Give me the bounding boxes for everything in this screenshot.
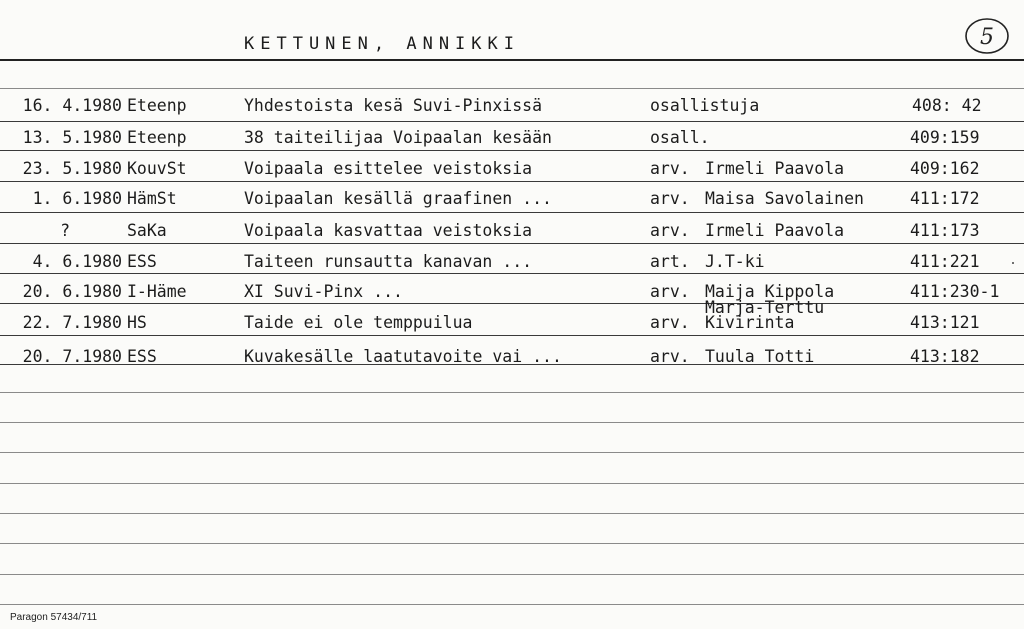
entry-title: Voipaala esittelee veistoksia <box>244 159 533 178</box>
ruled-line <box>0 243 1024 244</box>
entry-row <box>0 159 1024 189</box>
ruled-line <box>0 364 1024 365</box>
entry-date: 16. 4.1980 <box>22 96 122 115</box>
entry-ref: 408: 42 <box>912 96 982 115</box>
entry-role: osall. <box>650 128 710 147</box>
entry-ref: 409:162 <box>910 159 980 178</box>
ink-speck <box>1012 262 1014 264</box>
ruled-line <box>0 543 1024 544</box>
entry-date: 13. 5.1980 <box>22 128 122 147</box>
entry-role: arv. <box>650 159 690 178</box>
entry-row <box>0 128 1024 158</box>
card-title: KETTUNEN, ANNIKKI <box>244 34 520 54</box>
entry-date: ? <box>60 221 70 240</box>
entry-date: 22. 7.1980 <box>22 313 122 332</box>
entry-ref: 409:159 <box>910 128 980 147</box>
entry-ref: 411:221 <box>910 252 980 271</box>
entry-source: ESS <box>127 347 157 366</box>
card-footer: Paragon 57434/711 <box>10 612 98 623</box>
entry-ref: 413:182 <box>910 347 980 366</box>
ruled-line <box>0 335 1024 336</box>
entry-role: arv. <box>650 189 690 208</box>
entry-source: HämSt <box>127 189 177 208</box>
ruled-line <box>0 273 1024 274</box>
card-number-text: 5 <box>980 25 994 50</box>
entry-ref: 411:230-1 <box>910 282 1000 301</box>
entry-source: SaKa <box>127 221 167 240</box>
entry-source: HS <box>127 313 147 332</box>
ruled-line <box>0 422 1024 423</box>
entry-author: Irmeli Paavola <box>705 159 845 178</box>
ruled-line <box>0 303 1024 304</box>
entry-author-line2: Kivirinta <box>705 313 795 332</box>
entry-source: KouvSt <box>127 159 187 178</box>
entry-row <box>0 347 1024 377</box>
entry-author-line1: Marja-Terttu <box>705 298 825 317</box>
entry-date: 20. 7.1980 <box>22 347 122 366</box>
entry-ref: 413:121 <box>910 313 980 332</box>
entry-source: Eteenp <box>127 128 187 147</box>
entry-source: Eteenp <box>127 96 187 115</box>
entry-date: 23. 5.1980 <box>22 159 122 178</box>
ruled-line <box>0 452 1024 453</box>
ruled-line <box>0 121 1024 122</box>
entry-role: arv. <box>650 347 690 366</box>
circle-mark <box>963 16 1011 56</box>
ruled-line <box>0 483 1024 484</box>
entry-ref: 411:173 <box>910 221 980 240</box>
entry-source: ESS <box>127 252 157 271</box>
entry-title: Yhdestoista kesä Suvi-Pinxissä <box>244 96 543 115</box>
entry-role: arv. <box>650 221 690 240</box>
entry-title: Voipaala kasvattaa veistoksia <box>244 221 533 240</box>
entry-author: Maisa Savolainen <box>705 189 864 208</box>
entry-title: Taiteen runsautta kanavan ... <box>244 252 533 271</box>
entry-title: XI Suvi-Pinx ... <box>244 282 403 301</box>
ruled-line <box>0 392 1024 393</box>
entry-date: 4. 6.1980 <box>32 252 122 271</box>
ruled-line <box>0 150 1024 151</box>
entry-title: Taide ei ole temppuilua <box>244 313 473 332</box>
entry-row <box>0 221 1024 251</box>
ruled-line <box>0 513 1024 514</box>
entry-author: Maija Kippola <box>705 282 835 301</box>
ruled-line <box>0 212 1024 213</box>
ruled-line <box>0 604 1024 605</box>
entry-role: osallistuja <box>650 96 760 115</box>
entry-source: I-Häme <box>127 282 187 301</box>
entry-ref: 411:172 <box>910 189 980 208</box>
card-number-circled <box>963 16 1011 56</box>
entry-author: Tuula Totti <box>705 347 815 366</box>
ruled-line <box>0 181 1024 182</box>
entry-row <box>0 252 1024 282</box>
ruled-line <box>0 88 1024 89</box>
entry-row <box>0 189 1024 219</box>
entry-date: 20. 6.1980 <box>22 282 122 301</box>
entry-row <box>0 313 1024 343</box>
entry-role: art. <box>650 252 690 271</box>
entry-author: J.T-ki <box>705 252 765 271</box>
entry-author: Irmeli Paavola <box>705 221 845 240</box>
entry-role: arv. <box>650 282 690 301</box>
header-rule <box>0 59 1024 61</box>
entry-role: arv. <box>650 313 690 332</box>
entry-title: Kuvakesälle laatutavoite vai ... <box>244 347 562 366</box>
entry-title: 38 taiteilijaa Voipaalan kesään <box>244 128 552 147</box>
ruled-line <box>0 574 1024 575</box>
entry-title: Voipaalan kesällä graafinen ... <box>244 189 552 208</box>
entry-row <box>0 282 1024 312</box>
entry-date: 1. 6.1980 <box>32 189 122 208</box>
